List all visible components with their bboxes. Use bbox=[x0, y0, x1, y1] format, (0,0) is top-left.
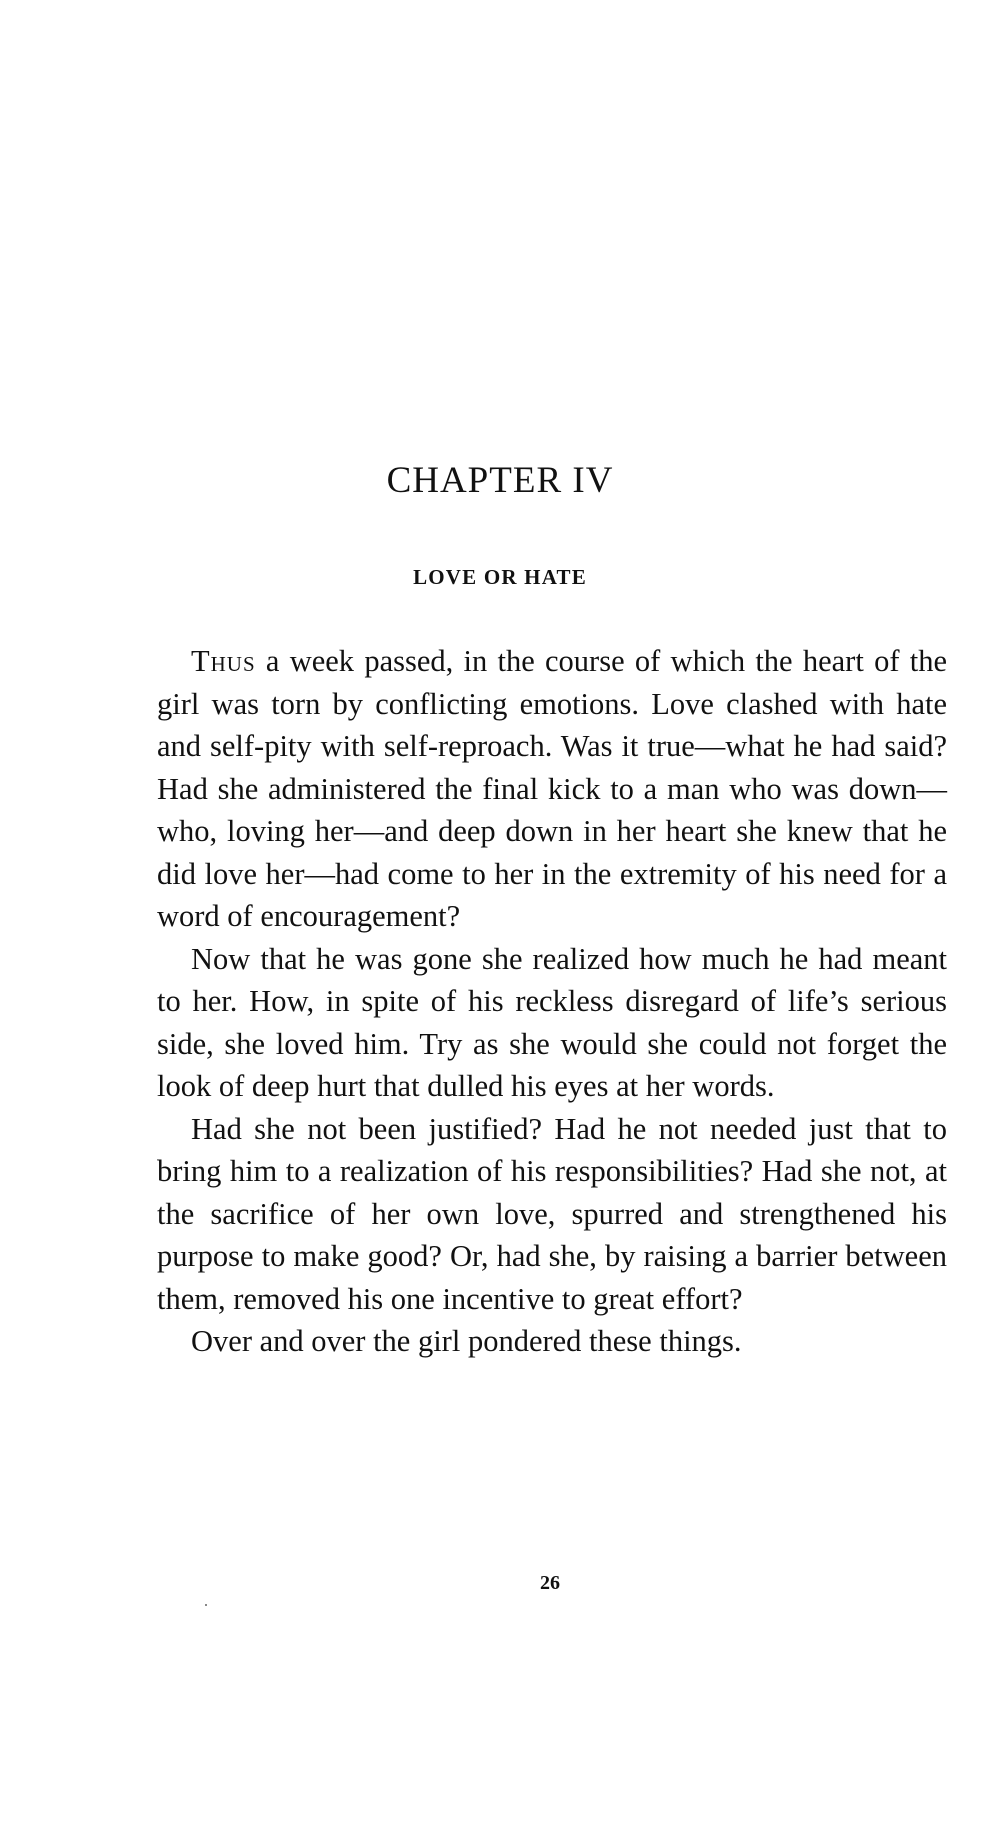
chapter-heading: CHAPTER IV bbox=[386, 460, 614, 501]
paragraph-3: Had she not been justified? Had he not needed just that to bring him to a realization of his responsibilities? Had she not, at the sacrifice of her own love, spurred and strengthened his purpose to make good? Or, had she, by raising a barrier between them, removed his one incentive to great effort? bbox=[157, 1111, 947, 1316]
chapter-title: LOVE OR HATE bbox=[413, 565, 587, 589]
print-speck bbox=[205, 1604, 207, 1606]
paragraph-1-text: a week passed, in the course of which the heart of the girl was torn by conflicting emotions. Love clashed with hate and self-pity with self-reproach. Was it true—what he had said? Had she administered the final kick to a man who was down—who, loving her—and deep down in her heart she knew that he did love her—had come to her in the extremity of his need for a word of encouragement? bbox=[157, 644, 947, 933]
page-number: 26 bbox=[540, 1572, 560, 1594]
paragraph-1 bbox=[157, 640, 947, 938]
paragraph-4: Over and over the girl pondered these things. bbox=[191, 1324, 742, 1358]
paragraph-2: Now that he was gone she realized how much he had meant to her. How, in spite of his reckless disregard of life’s serious side, she loved him. Try as she would she could not forget the look of deep hurt that dulled his eyes at her words. bbox=[157, 941, 947, 1103]
chapter-body bbox=[157, 640, 947, 1363]
paragraph-lead-word: Thus bbox=[191, 644, 256, 678]
